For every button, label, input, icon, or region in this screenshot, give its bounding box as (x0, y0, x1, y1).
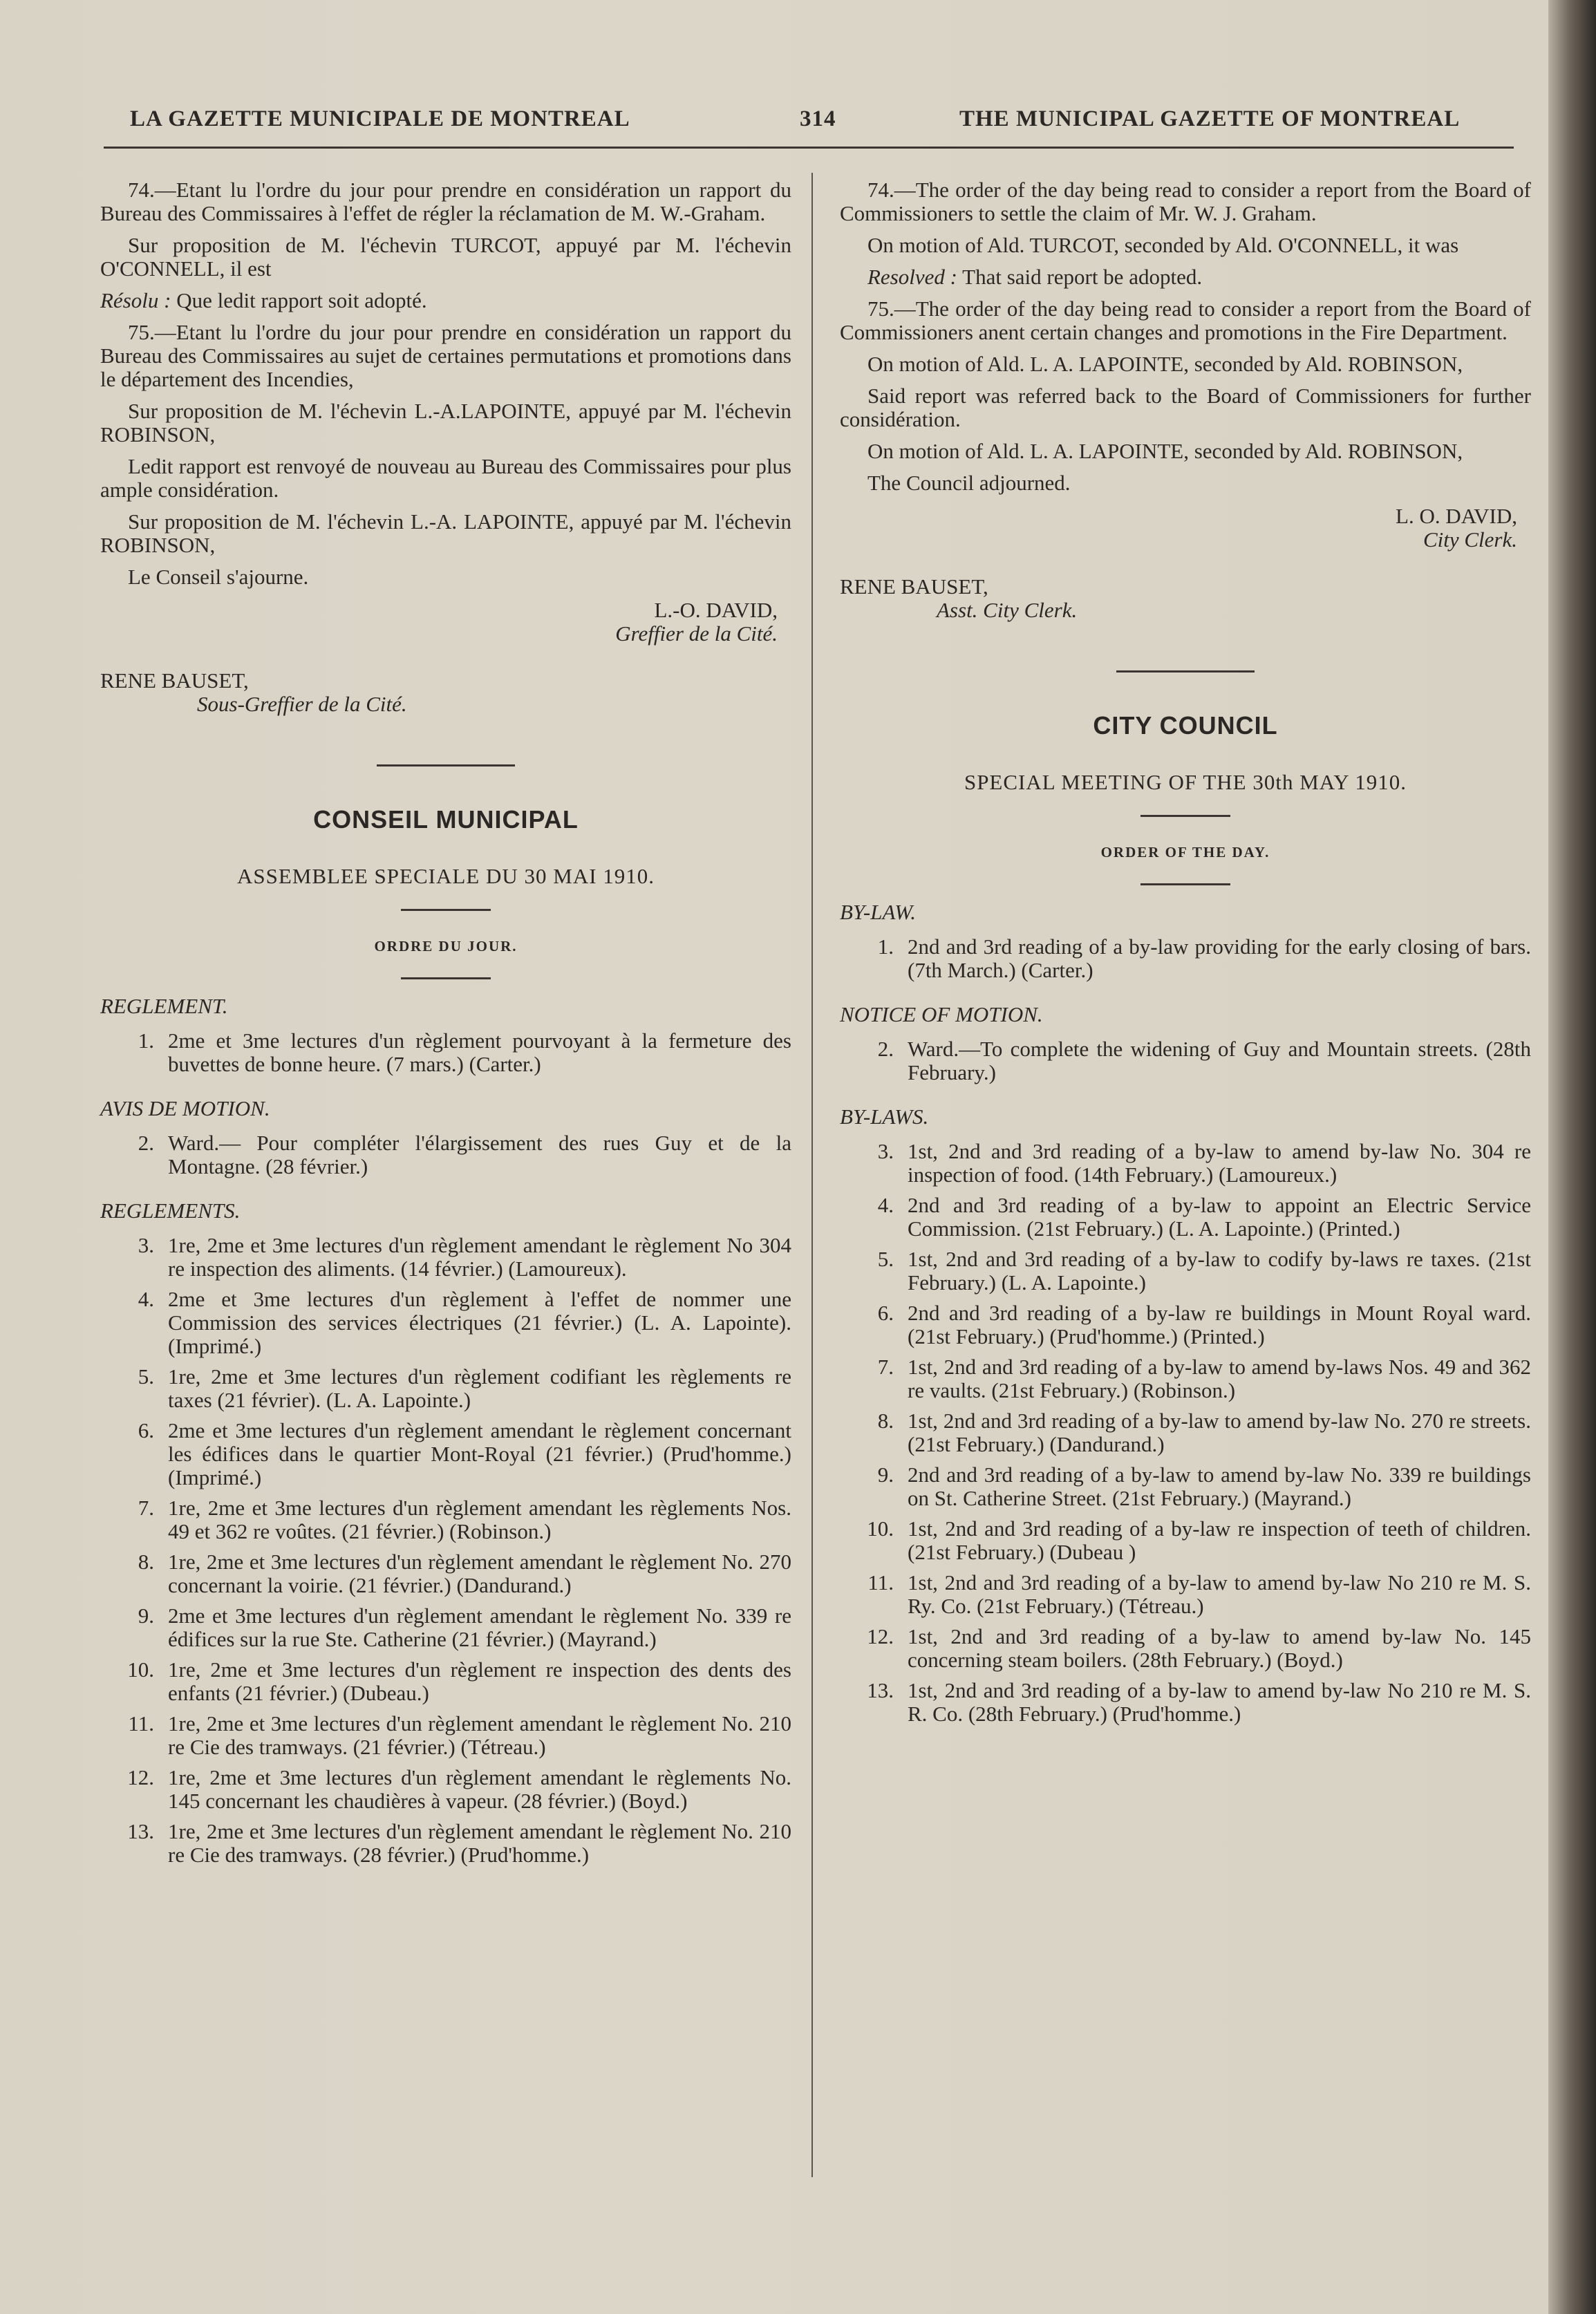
asst-clerk-signature-en (840, 575, 1531, 622)
agenda-item: 7. 1re, 2me et 3me lectures d'un règlement amendant les règlements Nos. 49 et 362 re voûtes. (21 février.) (Robinson.) (138, 1496, 791, 1543)
asst-clerk-title-en: Asst. City Clerk. (937, 598, 1078, 622)
agenda-item: 5. 1re, 2me et 3me lectures d'un règlement codifiant les règlements re taxes (21 février). (L. A. Lapointe.) (138, 1364, 791, 1412)
order-of-day-title: ORDRE DU JOUR. (374, 938, 518, 954)
signature-title: Greffier de la Cité. (615, 621, 778, 646)
agenda-item: 8. 1re, 2me et 3me lectures d'un règlement amendant le règlement No. 270 concernant la voirie. (21 février.) (Dandurand.) (138, 1550, 791, 1597)
category-bylaws: REGLEMENTS. (100, 1198, 241, 1223)
agenda-item: 4. 2me et 3me lectures d'un règlement à l'effet de nommer une Commission des services électriques (21 février.) (L. A. Lapointe). (Imprimé.) (138, 1287, 791, 1358)
signature-name: L.-O. DAVID, (654, 598, 778, 622)
asst-clerk-name-en: RENE BAUSET, (840, 574, 988, 599)
page-header (104, 102, 1507, 137)
agenda-item: 11. 1re, 2me et 3me lectures d'un règlement amendant le règlement No. 210 re Cie des tramways. (21 février.) (Tétreau.) (128, 1711, 791, 1759)
meeting-title-en: SPECIAL MEETING OF THE 30th MAY 1910. (964, 770, 1407, 794)
clerk-signature (100, 599, 791, 646)
motion-74-en: On motion of Ald. TURCOT, seconded by Ald. O'CONNELL, it was (867, 233, 1459, 257)
clerk-signature-en (840, 505, 1531, 552)
paragraph-74: 74.—Etant lu l'ordre du jour pour prendre en considération un rapport du Bureau des Commissaires à l'effet de régler la réclamation de M. W.-Graham. (100, 178, 791, 225)
agenda-item: 1. 2me et 3me lectures d'un règlement pourvoyant à la fermeture des buvettes de bonne heure. (7 mars.) (Carter.) (138, 1028, 791, 1076)
meeting-title: ASSEMBLEE SPECIALE DU 30 MAI 1910. (236, 864, 655, 888)
category-bylaw-en: BY-LAW. (840, 900, 916, 924)
header-title-english: THE MUNICIPAL GAZETTE OF MONTREAL (959, 106, 1461, 131)
motion-74: Sur proposition de M. l'échevin TURCOT, appuyé par M. l'échevin O'CONNELL, il est (100, 233, 791, 281)
asst-clerk-title: Sous-Greffier de la Cité. (197, 692, 407, 716)
agenda-item-en: 2. Ward.—To complete the widening of Guy and Mountain streets. (28th February.) (877, 1037, 1531, 1084)
agenda-item: 9. 2me et 3me lectures d'un règlement amendant le règlement No. 339 re édifices sur la rue Ste. Catherine (21 février.) (Mayrand.) (138, 1603, 791, 1651)
agenda-item: 12. 1re, 2me et 3me lectures d'un règlement amendant le règlements No. 145 concernant les chaudières à vapeur. (28 février.) (Boyd.) (127, 1765, 791, 1813)
category-notice-en: NOTICE OF MOTION. (840, 1002, 1043, 1026)
agenda-item-en: 4. 2nd and 3rd reading of a by-law to appoint an Electric Service Commission. (21st February.) (L. A. Lapointe.) (Printed.) (877, 1193, 1531, 1241)
category-bylaws-en: BY-LAWS. (840, 1104, 929, 1129)
paragraph-75-en: 75.—The order of the day being read to consider a report from the Board of Commissioners anent certain changes and promotions in the Fire Department. (840, 297, 1531, 344)
agenda-item-en: 5. 1st, 2nd and 3rd reading of a by-law to codify by-laws re taxes. (21st February.) (L. A. Lapointe.) (877, 1247, 1531, 1295)
resolution-74 (100, 289, 791, 312)
agenda-item-en: 1. 2nd and 3rd reading of a by-law providing for the early closing of bars. (7th March.) (Carter.) (877, 934, 1531, 982)
referral-75: Ledit rapport est renvoyé de nouveau au Bureau des Commissaires pour plus ample considération. (100, 454, 791, 502)
signature-title-en: City Clerk. (1423, 527, 1517, 552)
agenda-item-en: 7. 1st, 2nd and 3rd reading of a by-law to amend by-laws Nos. 49 and 362 re vaults. (21st February.) (Robinson.) (877, 1355, 1531, 1402)
resolution-text-en: That said report be adopted. (962, 265, 1203, 289)
signature-name-en: L. O. DAVID, (1396, 504, 1517, 528)
agenda-item: 2. Ward.— Pour compléter l'élargissement des rues Guy et de la Montagne. (28 février.) (138, 1131, 791, 1178)
paragraph-74-en: 74.—The order of the day being read to consider a report from the Board of Commissioners to settle the claim of Mr. W. J. Graham. (840, 178, 1531, 225)
agenda-item: 10. 1re, 2me et 3me lectures d'un règlement re inspection des dents des enfants (21 février.) (Dubeau.) (127, 1657, 791, 1705)
order-of-day-title-en: ORDER OF THE DAY. (1100, 844, 1270, 860)
book-spine (1548, 0, 1596, 2314)
agenda-item: 3. 1re, 2me et 3me lectures d'un règlement amendant le règlement No 304 re inspection des aliments. (14 février.) (Lamoureux). (138, 1233, 791, 1281)
resolution-74-en (840, 265, 1531, 289)
agenda-item-en: 11. 1st, 2nd and 3rd reading of a by-law to amend by-law No 210 re M. S. Ry. Co. (21st February.) (Tétreau.) (867, 1570, 1531, 1618)
agenda-item-en: 3. 1st, 2nd and 3rd reading of a by-law to amend by-law No. 304 re inspection of food. (14th February.) (Lamoureux.) (877, 1139, 1531, 1187)
adjourn-text-en: The Council adjourned. (867, 471, 1071, 495)
category-bylaw: REGLEMENT. (100, 994, 228, 1018)
motion-75-en: On motion of Ald. L. A. LAPOINTE, seconded by Ald. ROBINSON, (867, 352, 1463, 376)
paragraph-75: 75.—Etant lu l'ordre du jour pour prendre en considération un rapport du Bureau des Commissaires au sujet de certaines permutations et promotions dans le département des Incendies, (100, 320, 791, 391)
category-notice: AVIS DE MOTION. (100, 1096, 270, 1120)
agenda-item-en: 13. 1st, 2nd and 3rd reading of a by-law to amend by-law No 210 re M. S. R. Co. (28th February.) (Prud'homme.) (867, 1678, 1531, 1726)
english-column (840, 178, 1531, 1733)
resolution-label-en: Resolved : (867, 265, 957, 289)
column-divider (811, 173, 813, 2177)
agenda-item-en: 8. 1st, 2nd and 3rd reading of a by-law to amend by-law No. 270 re streets. (21st February.) (Dandurand.) (877, 1409, 1531, 1456)
agenda-item-en: 6. 2nd and 3rd reading of a by-law re buildings in Mount Royal ward. (21st February.) (Prud'homme.) (Printed.) (877, 1301, 1531, 1348)
resolution-text: Que ledit rapport soit adopté. (176, 288, 427, 312)
motion-75-adjourn-en: On motion of Ald. L. A. LAPOINTE, seconded by Ald. ROBINSON, (867, 439, 1463, 463)
section-title: CONSEIL MUNICIPAL (313, 805, 579, 834)
french-column (100, 178, 791, 1874)
referral-75-en: Said report was referred back to the Board of Commissioners for further considération. (840, 384, 1531, 431)
motion-75: Sur proposition de M. l'échevin L.-A.LAPOINTE, appuyé par M. l'échevin ROBINSON, (100, 399, 791, 446)
asst-clerk-signature (100, 669, 791, 716)
header-rule (104, 147, 1514, 149)
agenda-item: 6. 2me et 3me lectures d'un règlement amendant le règlement concernant les édifices dans le quartier Mont-Royal (21 février.) (Prud'homme.) (Imprimé.) (138, 1418, 791, 1489)
agenda-item: 13. 1re, 2me et 3me lectures d'un règlement amendant le règlement No. 210 re Cie des tramways. (28 février.) (Prud'homme.) (127, 1819, 791, 1867)
adjourn-text: Le Conseil s'ajourne. (128, 565, 309, 589)
agenda-item-en: 10. 1st, 2nd and 3rd reading of a by-law re inspection of teeth of children. (21st February.) (Dubeau ) (867, 1516, 1531, 1564)
agenda-item-en: 9. 2nd and 3rd reading of a by-law to amend by-law No. 339 re buildings on St. Catherine Street. (21st February.) (Mayrand.) (877, 1462, 1531, 1510)
header-title-french: LA GAZETTE MUNICIPALE DE MONTREAL (130, 106, 630, 131)
motion-75-adjourn: Sur proposition de M. l'échevin L.-A. LAPOINTE, appuyé par M. l'échevin ROBINSON, (100, 509, 791, 557)
section-title-en: CITY COUNCIL (1093, 711, 1278, 740)
agenda-item-en: 12. 1st, 2nd and 3rd reading of a by-law to amend by-law No. 145 concerning steam boilers. (28th February.) (Boyd.) (867, 1624, 1531, 1672)
page-number: 314 (800, 106, 836, 131)
resolution-label: Résolu : (100, 288, 171, 312)
asst-clerk-name: RENE BAUSET, (100, 668, 249, 693)
